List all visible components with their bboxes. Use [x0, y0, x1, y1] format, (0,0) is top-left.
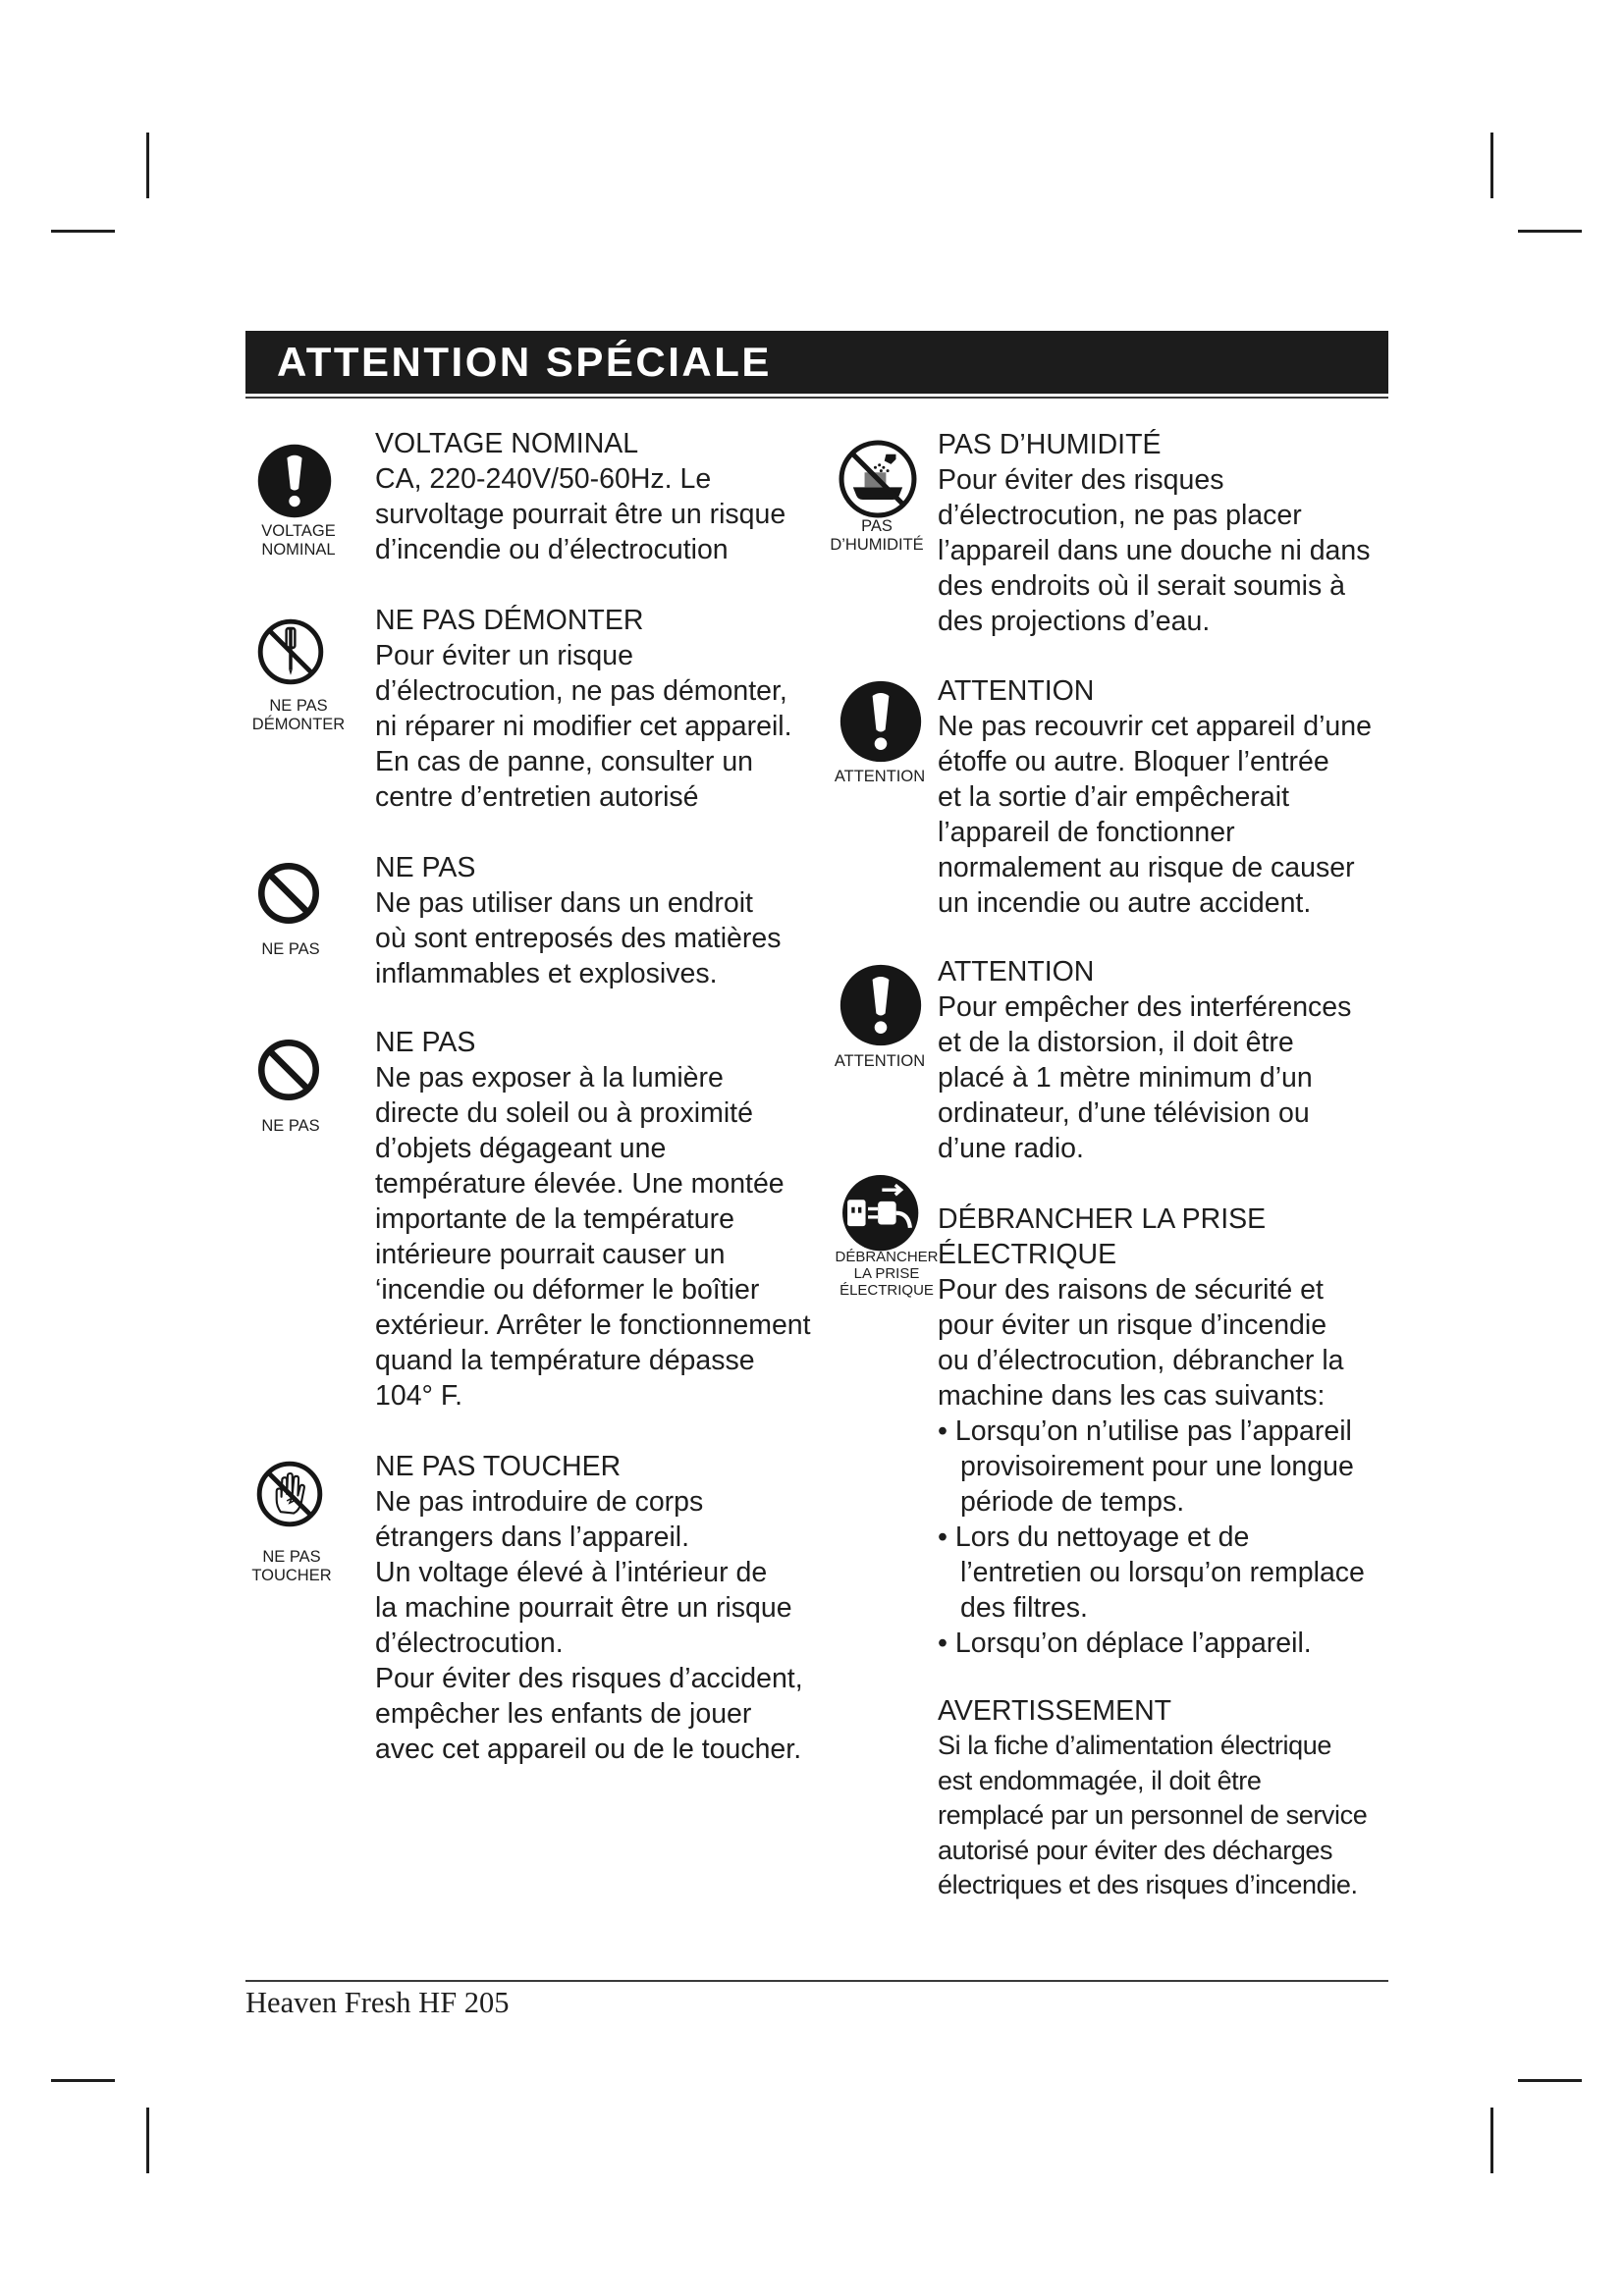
section-text-line: température élevée. Une montée — [375, 1168, 785, 1200]
icon-caption-pas-humidite — [830, 517, 923, 555]
icon-caption-ne-pas — [261, 1117, 319, 1136]
section-text-line: Un voltage élevé à l’intérieur de — [375, 1557, 768, 1588]
section-text-line: d’objets dégageant une — [375, 1133, 667, 1164]
icon-caption-debrancher — [835, 1249, 938, 1299]
icon-caption-line: VOLTAGE — [261, 522, 336, 540]
section-header-bar — [245, 331, 1388, 394]
icon-caption-line: NE PAS — [261, 940, 320, 958]
section-text-line: des projections d’eau. — [938, 606, 1211, 637]
section-text-line: extérieur. Arrêter le fonctionnement — [375, 1309, 811, 1341]
section-text-line: et de la distorsion, il doit être — [938, 1027, 1294, 1058]
footer-rule — [245, 1980, 1388, 1982]
icon-caption-attention — [835, 768, 925, 786]
unplug-icon — [838, 1170, 920, 1253]
bullet-item: • Lors du nettoyage et de — [938, 1522, 1250, 1553]
section-text-line: directe du soleil ou à proximité — [375, 1097, 753, 1129]
section-text-line: d’électrocution. — [375, 1628, 564, 1659]
section-text-line: avec cet appareil ou de le toucher. — [375, 1734, 802, 1765]
section-text-line: Pour empêcher des interférences — [938, 991, 1352, 1023]
avertissement-section — [938, 1693, 1367, 1903]
ne-pas-toucher-section — [375, 1449, 803, 1767]
section-text-line: ordinateur, d’une télévision ou — [938, 1097, 1310, 1129]
section-title: VOLTAGE NOMINAL — [375, 428, 639, 459]
section-text-line: inflammables et explosives. — [375, 958, 718, 989]
section-text-line: étrangers dans l’appareil. — [375, 1522, 690, 1553]
section-text-line: l’appareil dans une douche ni dans — [938, 535, 1371, 566]
icon-caption-line: D’HUMIDITÉ — [830, 536, 924, 554]
icon-caption-line: NOMINAL — [261, 541, 336, 559]
crop-mark-bottom-right-horizontal — [1518, 2079, 1582, 2082]
icon-caption-line: ATTENTION — [834, 1052, 926, 1070]
page-title: ATTENTION SPÉCIALE — [277, 339, 772, 385]
section-text-line: pour éviter un risque d’incendie — [938, 1309, 1327, 1341]
icon-caption-ne-pas — [261, 940, 319, 959]
section-text-line: électriques et des risques d’incendie. — [938, 1870, 1358, 1900]
section-text-line: d’électrocution, ne pas placer — [938, 500, 1302, 531]
section-text-line: 104° F. — [375, 1380, 463, 1412]
section-text-line: ‘incendie ou déformer le boîtier — [375, 1274, 760, 1306]
section-text-line: un incendie ou autre accident. — [938, 887, 1312, 919]
section-text-line: Ne pas utiliser dans un endroit — [375, 887, 753, 919]
section-title: ATTENTION — [938, 956, 1095, 988]
section-text-line: des endroits où il serait soumis à — [938, 570, 1346, 602]
section-text-line: quand la température dépasse — [375, 1345, 755, 1376]
no-touch-icon — [255, 1460, 324, 1528]
crop-mark-top-right-vertical — [1490, 133, 1493, 198]
prohibition-icon — [256, 1038, 321, 1102]
exclamation-icon — [839, 964, 922, 1046]
section-text-line: Pour des raisons de sécurité et — [938, 1274, 1324, 1306]
section-title: PAS D’HUMIDITÉ — [938, 429, 1162, 460]
header-rule — [245, 397, 1388, 399]
crop-mark-bottom-left-vertical — [146, 2108, 149, 2173]
section-title: NE PAS TOUCHER — [375, 1451, 622, 1482]
attention-cover-section — [938, 673, 1372, 921]
section-text-line: d’électrocution, ne pas démonter, — [375, 675, 787, 707]
section-text-line: En cas de panne, consulter un — [375, 746, 754, 777]
section-text-line: où sont entreposés des matières — [375, 923, 782, 954]
section-text-line: placé à 1 mètre minimum d’un — [938, 1062, 1313, 1094]
section-text-line: et la sortie d’air empêcherait — [938, 781, 1290, 813]
section-text-line: Si la fiche d’alimentation électrique — [938, 1731, 1331, 1760]
icon-caption-attention — [835, 1052, 925, 1071]
section-text-line: étoffe ou autre. Bloquer l’entrée — [938, 746, 1329, 777]
section-title: ATTENTION — [938, 675, 1095, 707]
voltage-nominal-section — [375, 426, 785, 567]
crop-mark-top-right-horizontal — [1518, 230, 1582, 233]
pas-humidite-section — [938, 427, 1371, 639]
crop-mark-top-left-vertical — [146, 133, 149, 198]
icon-caption-ne-pas-demonter — [252, 697, 345, 734]
bullet-continuation: des filtres. — [960, 1592, 1088, 1624]
section-text-line: est endommagée, il doit être — [938, 1765, 1262, 1795]
icon-caption-line: LA PRISE — [853, 1265, 920, 1282]
attention-interference-section — [938, 954, 1351, 1166]
prohibition-icon — [256, 861, 321, 926]
section-title: NE PAS — [375, 852, 476, 883]
debrancher-section — [938, 1201, 1365, 1661]
section-title: AVERTISSEMENT — [938, 1695, 1172, 1727]
section-text-line: d’incendie ou d’électrocution — [375, 534, 729, 565]
section-text-line: Ne pas introduire de corps — [375, 1486, 704, 1518]
crop-mark-bottom-left-horizontal — [51, 2079, 115, 2082]
icon-caption-ne-pas-toucher — [251, 1548, 331, 1585]
bullet-continuation: l’entretien ou lorsqu’on remplace — [960, 1557, 1365, 1588]
section-text-line: d’une radio. — [938, 1133, 1084, 1164]
icon-caption-voltage-nominal — [261, 522, 336, 560]
section-text-line: importante de la température — [375, 1203, 734, 1235]
bullet-continuation: provisoirement pour une longue — [960, 1451, 1354, 1482]
icon-caption-line: NE PAS — [261, 1117, 320, 1135]
section-title: NE PAS DÉMONTER — [375, 605, 644, 636]
bullet-item: • Lorsqu’on n’utilise pas l’appareil — [938, 1415, 1352, 1447]
icon-caption-line: TOUCHER — [251, 1567, 332, 1584]
section-text-line: Ne pas recouvrir cet appareil d’une — [938, 711, 1372, 742]
icon-caption-line: PAS — [861, 517, 893, 535]
section-text-line: ni réparer ni modifier cet appareil. — [375, 711, 792, 742]
section-text-line: empêcher les enfants de jouer — [375, 1698, 752, 1730]
section-text-line: Pour éviter un risque — [375, 640, 633, 671]
section-text-line: remplacé par un personnel de service — [938, 1800, 1368, 1831]
no-disassembly-icon — [256, 617, 325, 686]
section-text-line: machine dans les cas suivants: — [938, 1380, 1326, 1412]
crop-mark-bottom-right-vertical — [1490, 2108, 1493, 2173]
section-text-line: survoltage pourrait être un risque — [375, 499, 786, 530]
icon-caption-line: ATTENTION — [834, 768, 926, 785]
section-title: NE PAS — [375, 1027, 476, 1058]
icon-caption-line: ÉLECTRIQUE — [839, 1282, 934, 1299]
section-text-line: ou d’électrocution, débrancher la — [938, 1345, 1344, 1376]
section-text-line: Ne pas exposer à la lumière — [375, 1062, 724, 1094]
footer-product-name: Heaven Fresh HF 205 — [245, 1986, 510, 2019]
ne-pas-flammables-section — [375, 850, 782, 991]
section-text-line: la machine pourrait être un risque — [375, 1592, 792, 1624]
icon-caption-line: DÉBRANCHER — [835, 1249, 939, 1265]
no-moisture-icon — [837, 438, 919, 520]
section-title: ÉLECTRIQUE — [938, 1239, 1117, 1270]
exclamation-icon — [257, 444, 332, 518]
section-text-line: intérieure pourrait causer un — [375, 1239, 726, 1270]
bullet-continuation: période de temps. — [960, 1486, 1185, 1518]
section-text-line: CA, 220-240V/50-60Hz. Le — [375, 463, 712, 495]
section-text-line: autorisé pour éviter des décharges — [938, 1835, 1333, 1865]
exclamation-icon — [839, 680, 922, 763]
section-text-line: l’appareil de fonctionner — [938, 817, 1235, 848]
section-title: DÉBRANCHER LA PRISE — [938, 1203, 1267, 1235]
section-text-line: centre d’entretien autorisé — [375, 781, 699, 813]
icon-caption-line: NE PAS — [262, 1548, 321, 1566]
icon-caption-line: DÉMONTER — [251, 716, 346, 733]
ne-pas-demonter-section — [375, 603, 792, 815]
section-text-line: normalement au risque de causer — [938, 852, 1355, 883]
ne-pas-heat-section — [375, 1025, 811, 1414]
icon-caption-line: NE PAS — [269, 697, 328, 715]
crop-mark-top-left-horizontal — [51, 230, 115, 233]
section-text-line: Pour éviter des risques d’accident, — [375, 1663, 803, 1694]
section-text-line: Pour éviter des risques — [938, 464, 1224, 496]
bullet-item: • Lorsqu’on déplace l’appareil. — [938, 1628, 1312, 1659]
